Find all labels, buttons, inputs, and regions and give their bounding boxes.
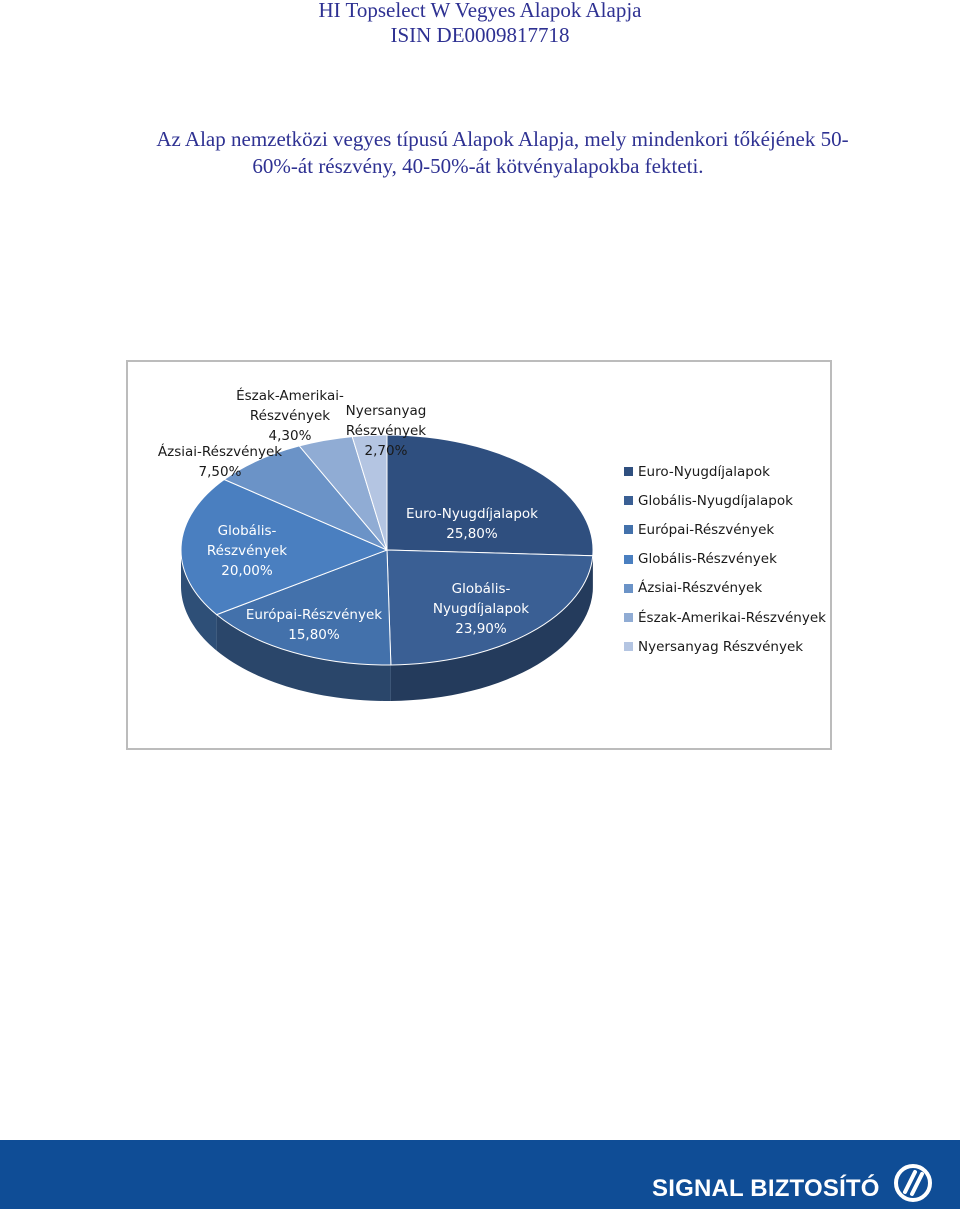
legend-item (624, 515, 826, 544)
isin-code: ISIN DE0009817718 (390, 23, 570, 47)
legend-item (624, 574, 826, 603)
data-label-5: Ázsiai-Részvények 7,50% (157, 444, 283, 480)
legend-item (624, 457, 826, 486)
data-label-7: Nyersanyag Részvények 2,70% (345, 403, 427, 459)
legend-swatch (624, 584, 633, 593)
legend-label: Európai-Részvények (638, 521, 775, 538)
legend-item (624, 486, 826, 515)
legend-swatch (624, 467, 633, 476)
legend-item (624, 545, 826, 574)
intro-line-1: Az Alap nemzetközi vegyes típusú Alapok Alapja, mely mindenkori tőkéjének 50- (156, 127, 849, 151)
data-label-3: Európai-Részvények 15,80% (245, 607, 383, 643)
legend-swatch (624, 496, 633, 505)
legend-label: Ázsiai-Részvények (638, 580, 763, 597)
legend-label: Globális-Nyugdíjalapok (638, 492, 793, 509)
data-label-2: Globális-Nyugdíjalapok 23,90% (432, 581, 530, 637)
data-label-1: Euro-Nyugdíjalapok 25,80% (406, 506, 538, 542)
legend-label: Euro-Nyugdíjalapok (638, 463, 770, 480)
legend-swatch (624, 642, 633, 651)
intro-line-2: 60%-át részvény, 40-50%-át kötvényalapokba fekteti. (252, 154, 704, 178)
legend-item (624, 603, 826, 632)
brand-name: SIGNAL BIZTOSÍTÓ (652, 1175, 880, 1202)
signal-logo-icon (893, 1163, 933, 1203)
data-label-6: Észak-Amerikai-Részvények 4,30% (236, 388, 344, 444)
legend-swatch (624, 613, 633, 622)
document-title: HI Topselect W Vegyes Alapok Alapja (318, 0, 642, 22)
legend-label: Globális-Részvények (638, 551, 777, 568)
legend-label: Észak-Amerikai-Részvények (638, 609, 826, 626)
legend-label: Nyersanyag Részvények (638, 638, 804, 655)
legend-swatch (624, 555, 633, 564)
legend-swatch (624, 525, 633, 534)
data-label-4: Globális-Részvények 20,00% (206, 523, 288, 579)
legend-item (624, 632, 826, 661)
chart-legend (624, 457, 826, 661)
